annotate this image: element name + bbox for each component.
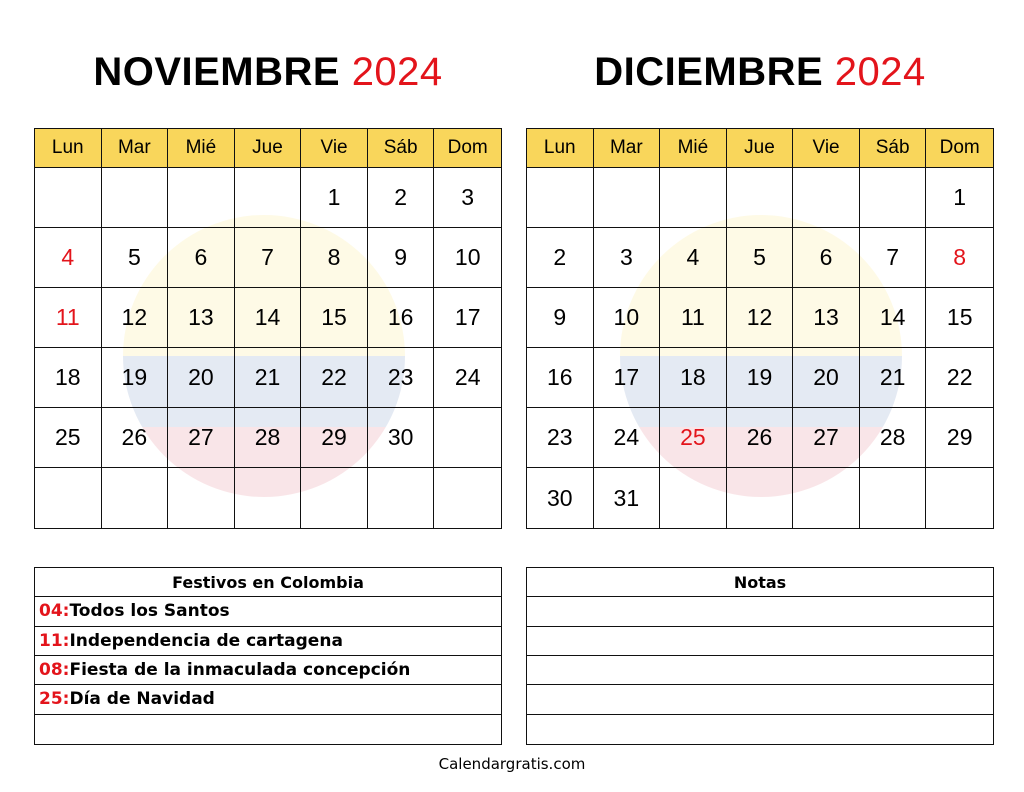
day-cell: 31: [594, 468, 661, 528]
empty-day-cell: [35, 168, 102, 228]
weekday-header: Jue: [727, 129, 794, 168]
empty-day-cell: [727, 168, 794, 228]
empty-day-cell: [235, 468, 302, 528]
day-cell: 26: [727, 408, 794, 468]
holiday-name: Independencia de cartagena: [69, 630, 343, 651]
holiday-name: Fiesta de la inmaculada concepción: [69, 660, 411, 681]
day-cell: 21: [860, 348, 927, 408]
empty-day-cell: [102, 468, 169, 528]
day-cell: 26: [102, 408, 169, 468]
day-cell: 3: [434, 168, 501, 228]
footer-site: Calendargratis.com: [438, 755, 586, 773]
day-cell: 20: [793, 348, 860, 408]
day-cell: 4: [35, 228, 102, 288]
empty-day-cell: [434, 468, 501, 528]
month-title: [34, 50, 502, 95]
day-cell: 24: [594, 408, 661, 468]
day-cell: 23: [527, 408, 594, 468]
holiday-row: [35, 627, 501, 656]
notes-title: Notas: [527, 568, 993, 597]
empty-day-cell: [793, 168, 860, 228]
holiday-row: [35, 656, 501, 685]
day-cell: 29: [301, 408, 368, 468]
day-cell: 23: [368, 348, 435, 408]
day-cell: 12: [727, 288, 794, 348]
day-cell: 2: [368, 168, 435, 228]
day-cell: 25: [35, 408, 102, 468]
day-cell: 6: [168, 228, 235, 288]
notes-line[interactable]: [527, 715, 993, 744]
holiday-day: 11:: [39, 630, 70, 651]
month-name: DICIEMBRE: [594, 50, 824, 94]
empty-day-cell: [102, 168, 169, 228]
day-cell: 16: [368, 288, 435, 348]
day-cell: 17: [434, 288, 501, 348]
weekday-header: Dom: [434, 129, 501, 168]
day-cell: 25: [660, 408, 727, 468]
day-cell: 6: [793, 228, 860, 288]
weekday-header: Lun: [527, 129, 594, 168]
day-cell: 9: [368, 228, 435, 288]
day-cell: 14: [235, 288, 302, 348]
day-cell: 19: [727, 348, 794, 408]
empty-day-cell: [527, 168, 594, 228]
notes-line[interactable]: [527, 656, 993, 685]
day-cell: 28: [235, 408, 302, 468]
notes-line[interactable]: [527, 597, 993, 626]
holiday-name: Todos los Santos: [69, 601, 230, 622]
empty-day-cell: [168, 168, 235, 228]
day-cell: 5: [102, 228, 169, 288]
weekday-header: Dom: [926, 129, 993, 168]
day-cell: 11: [35, 288, 102, 348]
weekday-header: Mar: [102, 129, 169, 168]
empty-day-cell: [660, 468, 727, 528]
notes-table: [526, 567, 994, 745]
holiday-name: Día de Navidad: [69, 689, 215, 710]
holiday-day: 25:: [39, 689, 70, 710]
day-cell: 7: [235, 228, 302, 288]
holidays-title: Festivos en Colombia: [35, 568, 501, 597]
day-cell: 1: [301, 168, 368, 228]
notes-line[interactable]: [527, 627, 993, 656]
empty-day-cell: [727, 468, 794, 528]
notes-line[interactable]: [527, 685, 993, 714]
weekday-header: Mié: [168, 129, 235, 168]
day-cell: 22: [926, 348, 993, 408]
day-cell: 14: [860, 288, 927, 348]
day-cell: 12: [102, 288, 169, 348]
day-cell: 3: [594, 228, 661, 288]
calendar-grid: [34, 128, 502, 529]
day-cell: 22: [301, 348, 368, 408]
month-year: 2024: [834, 50, 926, 94]
weekday-header: Vie: [301, 129, 368, 168]
empty-day-cell: [594, 168, 661, 228]
weekday-header: Lun: [35, 129, 102, 168]
holiday-day: 08:: [39, 660, 70, 681]
weekday-header: Sáb: [860, 129, 927, 168]
holiday-row-empty: [35, 715, 501, 744]
weekday-header: Jue: [235, 129, 302, 168]
day-cell: 24: [434, 348, 501, 408]
empty-day-cell: [301, 468, 368, 528]
empty-day-cell: [368, 468, 435, 528]
empty-day-cell: [926, 468, 993, 528]
weekday-header: Mié: [660, 129, 727, 168]
empty-day-cell: [235, 168, 302, 228]
empty-day-cell: [660, 168, 727, 228]
day-cell: 20: [168, 348, 235, 408]
calendar-grid: [526, 128, 994, 529]
day-cell: 13: [793, 288, 860, 348]
day-cell: 1: [926, 168, 993, 228]
empty-day-cell: [860, 168, 927, 228]
weekday-header: Mar: [594, 129, 661, 168]
day-cell: 27: [168, 408, 235, 468]
day-cell: 16: [527, 348, 594, 408]
month-name: NOVIEMBRE: [93, 50, 341, 94]
empty-day-cell: [860, 468, 927, 528]
day-cell: 29: [926, 408, 993, 468]
month-title: [526, 50, 994, 95]
day-cell: 8: [301, 228, 368, 288]
empty-day-cell: [168, 468, 235, 528]
holiday-day: 04:: [39, 601, 70, 622]
day-cell: 11: [660, 288, 727, 348]
day-cell: 13: [168, 288, 235, 348]
empty-day-cell: [35, 468, 102, 528]
empty-day-cell: [434, 408, 501, 468]
day-cell: 18: [35, 348, 102, 408]
day-cell: 15: [926, 288, 993, 348]
weekday-header: Vie: [793, 129, 860, 168]
day-cell: 7: [860, 228, 927, 288]
day-cell: 30: [368, 408, 435, 468]
day-cell: 5: [727, 228, 794, 288]
day-cell: 2: [527, 228, 594, 288]
empty-day-cell: [793, 468, 860, 528]
day-cell: 17: [594, 348, 661, 408]
day-cell: 9: [527, 288, 594, 348]
holiday-row: [35, 685, 501, 714]
weekday-header: Sáb: [368, 129, 435, 168]
holiday-row: [35, 597, 501, 626]
day-cell: 8: [926, 228, 993, 288]
day-cell: 27: [793, 408, 860, 468]
day-cell: 10: [434, 228, 501, 288]
day-cell: 4: [660, 228, 727, 288]
day-cell: 19: [102, 348, 169, 408]
holidays-table: [34, 567, 502, 745]
month-year: 2024: [351, 50, 443, 94]
day-cell: 18: [660, 348, 727, 408]
day-cell: 28: [860, 408, 927, 468]
day-cell: 30: [527, 468, 594, 528]
day-cell: 10: [594, 288, 661, 348]
day-cell: 21: [235, 348, 302, 408]
day-cell: 15: [301, 288, 368, 348]
